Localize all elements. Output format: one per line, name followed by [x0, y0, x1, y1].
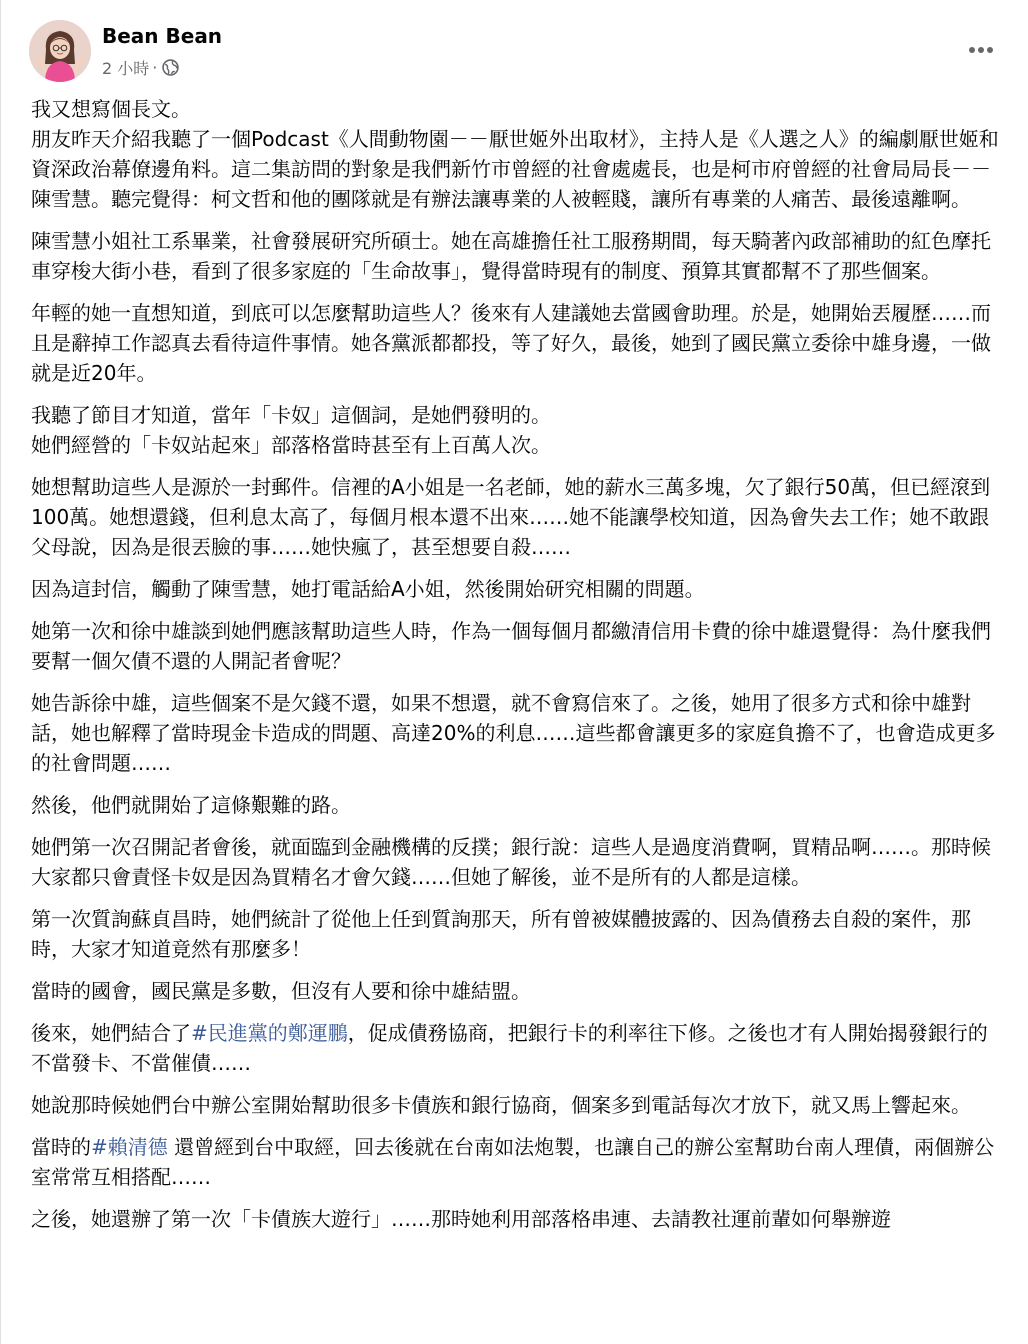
paragraph-4-line-1: 我聽了節目才知道，當年「卡奴」這個詞，是她們發明的。 — [31, 403, 551, 427]
more-options-icon — [968, 46, 994, 54]
paragraph-1 — [31, 94, 1003, 214]
paragraph-13-text-after: ，促成債務協商，把銀行卡的利率往下修。之後也才有人開始揭發銀行的不當發卡、不當催債…… — [31, 1021, 988, 1075]
paragraph-3: 年輕的她一直想知道，到底可以怎麼幫助這些人？後來有人建議她去當國會助理。於是，她開始丟履歷……而且是辭掉工作認真去看待這件事情。她各黨派都都投，等了好久，最後，她到了國民黨立委徐中雄身邊，一做就是近20年。 — [31, 301, 991, 385]
paragraph-16: 之後，她還辦了第一次「卡債族大遊行」……那時她利用部落格串連、去請教社運前輩如何舉辦遊 — [31, 1207, 891, 1231]
paragraph-10: 她們第一次召開記者會後，就面臨到金融機構的反撲；銀行說：這些人是過度消費啊，買精品啊……。那時候大家都只會責怪卡奴是因為買精名才會欠錢……但她了解後，並不是所有的人都是這樣。 — [31, 835, 991, 889]
meta-separator: · — [152, 57, 158, 77]
hashtag-link-dpp-cheng[interactable]: #民進黨的鄭運鵬 — [191, 1021, 348, 1045]
avatar[interactable] — [29, 20, 91, 82]
paragraph-5: 她想幫助這些人是源於一封郵件。信裡的A小姐是一名老師，她的薪水三萬多塊，欠了銀行50萬，但已經滾到100萬。她想還錢，但利息太高了，每個月根本還不出來……她不能讓學校知道，因為會失去工作；她不敢跟父母說，因為是很丟臉的事……她快瘋了，甚至想要自殺…… — [31, 475, 991, 559]
paragraph-14: 她說那時候她們台中辦公室開始幫助很多卡債族和銀行協商，個案多到電話每次才放下，就又馬上響起來。 — [31, 1093, 971, 1117]
paragraph-8: 她告訴徐中雄，這些個案不是欠錢不還，如果不想還，就不會寫信來了。之後，她用了很多方式和徐中雄對話，她也解釋了當時現金卡造成的問題、高達20%的利息……這些都會讓更多的家庭負擔不了，也會造成更多的社會問題…… — [31, 691, 996, 775]
paragraph-1-line-2: 朋友昨天介紹我聽了一個Podcast《人間動物園－－厭世姬外出取材》，主持人是《人選之人》的編劇厭世姬和資深政治幕僚邊角料。這二集訪問的對象是我們新竹市曾經的社會處處長，也是柯市府曾經的社會局局長－－陳雪慧。聽完覺得：柯文哲和他的團隊就是有辦法讓專業的人被輕賤，讓所有專業的人痛苦、最後遠離啊。 — [31, 127, 999, 211]
post-meta — [102, 56, 179, 78]
globe-icon[interactable] — [162, 59, 179, 76]
paragraph-15 — [31, 1132, 1003, 1192]
paragraph-13-text-before: 後來，她們結合了 — [31, 1021, 191, 1045]
post-body — [31, 94, 1003, 1246]
paragraph-2: 陳雪慧小姐社工系畢業，社會發展研究所碩士。她在高雄擔任社工服務期間，每天騎著內政部補助的紅色摩托車穿梭大街小巷，看到了很多家庭的「生命故事」，覺得當時現有的制度、預算其實都幫不了那些個案。 — [31, 229, 991, 283]
paragraph-9: 然後，他們就開始了這條艱難的路。 — [31, 793, 351, 817]
post-header — [29, 18, 1001, 84]
post-time[interactable]: 2 小時 — [102, 58, 150, 78]
avatar-illustration — [29, 20, 91, 82]
paragraph-4-line-2: 她們經營的「卡奴站起來」部落格當時甚至有上百萬人次。 — [31, 433, 551, 457]
paragraph-11: 第一次質詢蘇貞昌時，她們統計了從他上任到質詢那天，所有曾被媒體披露的、因為債務去自殺的案件，那時，大家才知道竟然有那麼多！ — [31, 907, 971, 961]
hashtag-link-lai[interactable]: #賴清德 — [91, 1135, 168, 1159]
paragraph-7: 她第一次和徐中雄談到她們應該幫助這些人時，作為一個每個月都繳清信用卡費的徐中雄還覺得：為什麼我們要幫一個欠債不還的人開記者會呢？ — [31, 619, 991, 673]
paragraph-15-text-after: 還曾經到台中取經，回去後就在台南如法炮製，也讓自己的辦公室幫助台南人理債，兩個辦公室常常互相搭配…… — [31, 1135, 995, 1189]
paragraph-12: 當時的國會，國民黨是多數，但沒有人要和徐中雄結盟。 — [31, 979, 531, 1003]
paragraph-4 — [31, 400, 1003, 460]
paragraph-13 — [31, 1018, 1003, 1078]
paragraph-1-line-1: 我又想寫個長文。 — [31, 97, 191, 121]
author-name[interactable]: Bean Bean — [102, 24, 223, 48]
paragraph-6: 因為這封信，觸動了陳雪慧，她打電話給A小姐，然後開始研究相關的問題。 — [31, 577, 705, 601]
paragraph-15-text-before: 當時的 — [31, 1135, 91, 1159]
more-options-button[interactable] — [963, 32, 999, 68]
